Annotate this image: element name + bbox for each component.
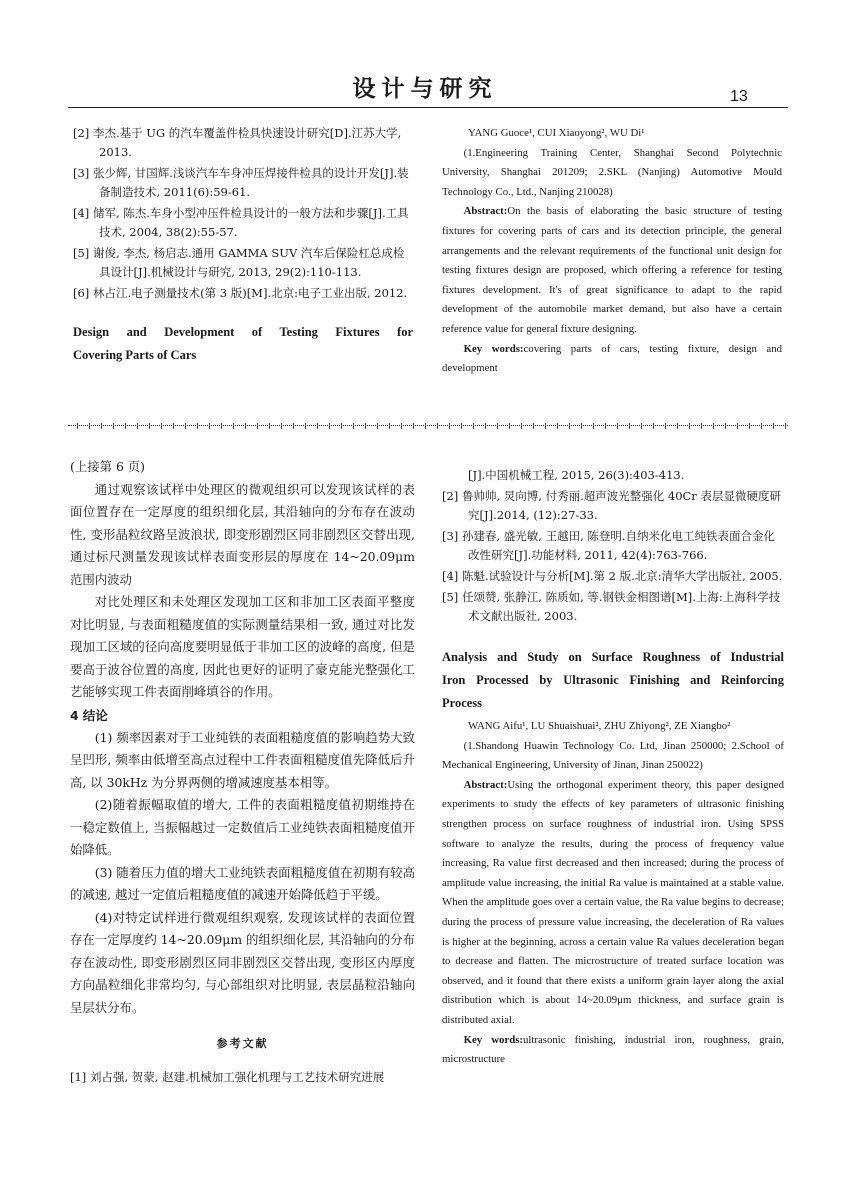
section-heading: 4 结论 <box>70 707 108 723</box>
keywords <box>442 340 782 379</box>
reference-item: [3] 张少辉, 甘国辉.浅谈汽车车身冲压焊接件检具的设计开发[J].装备制造技术, 2011(6):59-61. <box>73 166 409 199</box>
abstract-text: Using the orthogonal experiment theory, this paper designed experiments to study the effects of key parameters of ultrasonic finishing strengthen process on surface roughness of industrial iron. Using SPSS software to analyze the results, during the process of frequency value increasing, Ra value first decreased and then increased; during the process of amplitude value increasing, the initial Ra value is maintained at a stable value. When the amplitude goes over a certain value, the Ra value begins to decrease; during the process of pressure value increasing, the deceleration of Ra values is higher at the beginning, across a certain value Ra values deceleration began to decrease and flatten. The microstructure of treated surface location was observed, and it found that there exists a uniform grain layer along the axial distribution which is about 14~20.09μm thickness, and surface grain is distributed axial. <box>442 778 784 1026</box>
author-list: YANG Guoce¹, CUI Xiaoyong², WU Di¹ <box>468 127 645 139</box>
article-english-title: Analysis and Study on Surface Roughness of Industrial <box>442 650 784 664</box>
reference-item: [4] 陈魁.试验设计与分析[M].第 2 版.北京:清华大学出版社, 2005. <box>442 569 783 583</box>
body-paragraph: 对比处理区和未处理区发现加工区和非加工区表面平整度对比明显, 与表面粗糙度值的实际测量结果相一致, 通过对比发现加工区域的径向高度要明显低于非加工区的波峰的高度, 但是要高于波谷位置的高度, 因此也更好的证明了豪克能光整强化工艺能够实现工件表面削峰填谷的作用。 <box>70 594 415 699</box>
author-list: WANG Aifu¹, LU Shuaishuai², ZHU Zhiyong², ZE Xiangbo² <box>468 720 731 732</box>
article-english-title-cont: Iron Processed by Ultrasonic Finishing and Reinforcing <box>442 673 784 687</box>
reference-item: [2] 李杰.基于 UG 的汽车覆盖件检具快速设计研究[D].江苏大学, 2013. <box>73 126 402 159</box>
reference-item: [6] 林占江.电子测量技术(第 3 版)[M].北京:电子工业出版, 2012. <box>73 286 408 300</box>
reference-item: [1] 刘占强, 贺蒙, 赵建.机械加工强化机理与工艺技术研究进展 <box>70 1069 385 1084</box>
top-left-column <box>73 124 413 367</box>
body-paragraph: 通过观察该试样中处理区的微观组织可以发现该试样的表面位置存在一定厚度的组织细化层, 其沿轴向的分布存在波动性, 变形晶粒纹路呈波浪状, 即变形剧烈区同非剧烈区交替出现, 通过标尺测量发现该试样表面变形层的厚度在 14~20.09μm 范围内波动 <box>70 481 415 587</box>
reference-item: [3] 孙建春, 盛光敏, 王越田, 陈登明.自纳米化电工纯铁表面合金化改性研究[J].功能材料, 2011, 42(4):763-766. <box>442 529 776 562</box>
abstract <box>442 202 782 339</box>
article-divider <box>68 425 788 426</box>
author-affiliation: (1.Shandong Huawin Technology Co. Ltd, Jinan 250000; 2.School of Mechanical Engineering, University of Jinan, Jinan 250022) <box>442 739 784 772</box>
reference-item: [2] 鲁帅帅, 炅向博, 付秀丽.超声波光整强化 40Cr 表层显微硬度研究[J].2014, (12):27-33. <box>442 489 781 522</box>
continued-note: (上接第 6 页) <box>70 459 145 474</box>
article-english-title-cont: Covering Parts of Cars <box>73 348 197 362</box>
reference-item: [4] 储军, 陈杰.车身小型冲压件检具设计的一般方法和步骤[J].工具技术, 2004, 38(2):55-57. <box>73 206 409 239</box>
reference-item: [5] 谢俊, 李杰, 杨启志.通用 GAMMA SUV 汽车后保险杠总成检具设计[J].机械设计与研究, 2013, 29(2):110-113. <box>73 246 405 279</box>
abstract-text: On the basis of elaborating the basic structure of testing fixtures for covering parts of cars and its detection principle, the general arrangements and the relevant requirements of the functional unit design for testing fixtures design are proposed, which offering a reference for testing fixtures development. It's of great significance to adapt to the rapid development of the automobile market demand, but also have a certain reference value for general fixture designing. <box>442 205 782 335</box>
top-right-column <box>442 124 782 379</box>
page-number: 13 <box>730 88 748 105</box>
keywords-text: ultrasonic finishing, industrial iron, roughness, grain, microstructure <box>442 1033 785 1066</box>
reference-continued: [J].中国机械工程, 2015, 26(3):403-413. <box>468 468 685 482</box>
references-heading: 参考文献 <box>216 1037 269 1050</box>
abstract-label: Abstract: <box>463 778 508 791</box>
conclusion-item: (4)对特定试样进行微观组织观察, 发现该试样的表面位置存在一定厚度约 14~20.09μm 的组织细化层, 其沿轴向的分布存在波动性, 即变形剧烈区同非剧烈区交替出现, 变形区内厚度方向晶粒细化非常均匀, 与心部组织对比明显, 表层晶粒沿轴向呈层状分布。 <box>70 909 415 1015</box>
header-rule <box>68 107 788 108</box>
abstract <box>442 776 784 1031</box>
article-english-title: Design and Development of Testing Fixtures for <box>73 325 413 339</box>
author-affiliation: (1.Engineering Training Center, Shanghai Second Polytechnic University, Shanghai 201209; 2.SKL (Nanjing) Automotive Mould Technology Co., Ltd., Nanjing 210028) <box>442 146 782 198</box>
conclusion-item: (1) 频率因素对于工业纯铁的表面粗糙度值的影响趋势大致呈凹形, 频率由低增至高点过程中工件表面粗糙度值先降低后升高, 以 30kHz 为分界两侧的增减速度基本相等。 <box>70 729 415 790</box>
conclusion-item: (3) 随着压力值的增大工业纯铁表面粗糙度值在初期有较高的减速, 越过一定值后粗糙度值的减速开始降低趋于平缓。 <box>70 864 415 902</box>
keywords-label: Key words: <box>463 1033 523 1046</box>
keywords-label: Key words: <box>463 342 524 355</box>
conclusion-item: (2)随着振幅取值的增大, 工件的表面粗糙度值初期维持在一稳定数值上, 当振幅越过一定数值后工业纯铁表面粗糙度值开始降低。 <box>70 797 415 857</box>
journal-section-title: 设计与研究 <box>352 76 498 102</box>
keywords-text: covering parts of cars, testing fixture, design and development <box>442 342 783 375</box>
reference-item: [5] 任颂赞, 张静江, 陈质如, 等.钢铁金相图谱[M].上海:上海科学技术文献出版社, 2003. <box>442 590 781 623</box>
abstract-label: Abstract: <box>463 205 508 218</box>
bottom-left-column <box>70 456 415 1089</box>
keywords <box>442 1031 784 1070</box>
article-english-title-cont: Process <box>442 696 483 710</box>
bottom-right-column <box>442 466 784 1070</box>
